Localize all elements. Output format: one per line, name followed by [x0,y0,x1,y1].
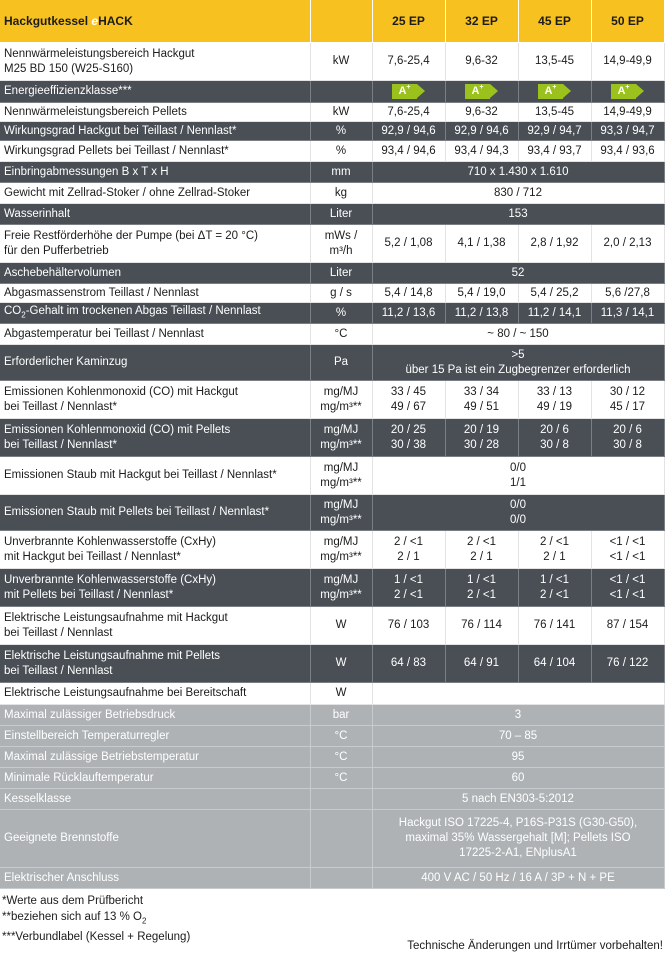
cell-value: 14,9-49,9 [591,43,664,81]
cell-value: 76 / 122 [591,645,664,683]
cell-value: 11,2 / 14,1 [518,303,591,324]
row-label: Abgasmassenstrom Teillast / Nennlast [0,284,310,303]
cell-value: 11,2 / 13,8 [445,303,518,324]
energy-class-arrow-icon: A+ [392,84,416,99]
footnotes [2,893,190,945]
footnote-2: **beziehen sich auf 13 % $O_2$ [2,911,147,926]
row-label: Erforderlicher Kaminzug [0,345,310,381]
cell-value: >5 über 15 Pa ist ein Zugbegrenzer erforderlich [372,345,664,381]
table-row [0,122,664,141]
table-row [0,225,664,263]
cell-value: 33 / 13 49 / 19 [518,381,591,419]
row-unit: bar [310,705,372,726]
row-unit: °C [310,768,372,789]
model-50ep: 50 EP [591,0,664,43]
cell-value: 9,6-32 [445,103,518,122]
cell-value: 1 / <1 2 / <1 [518,569,591,607]
cell-value: 11,2 / 13,6 [372,303,445,324]
footnote-3: ***Verbundlabel (Kessel + Regelung) [2,931,191,944]
cell-value: 76 / 114 [445,607,518,645]
brand-title: Hackgutkessel eHACK [0,0,310,43]
table-header [0,0,664,43]
table-row [0,768,664,789]
energy-class-cell [591,81,664,103]
cell-value: 14,9-49,9 [591,103,664,122]
cell-value: 5,2 / 1,08 [372,225,445,263]
row-unit: °C [310,324,372,345]
row-unit: °C [310,747,372,768]
cell-value: 0/0 0/0 [372,495,664,531]
cell-value: 3 [372,705,664,726]
table-row [0,141,664,162]
cell-value: 7,6-25,4 [372,43,445,81]
cell-value: 400 V AC / 50 Hz / 16 A / 3P + N + PE [372,868,664,889]
energy-class-cell [372,81,445,103]
row-label: Wasserinhalt [0,204,310,225]
cell-value: 76 / 141 [518,607,591,645]
cell-value: 1 / <1 2 / <1 [445,569,518,607]
cell-value: 64 / 83 [372,645,445,683]
table-row [0,569,664,607]
row-unit: W [310,645,372,683]
table-row [0,419,664,457]
row-unit [310,81,372,103]
row-label: Maximal zulässige Betriebstemperatur [0,747,310,768]
row-unit [310,810,372,868]
cell-value: 2 / <1 2 / 1 [372,531,445,569]
cell-value: 5 nach EN303-5:2012 [372,789,664,810]
row-label: Elektrische Leistungsaufnahme mit Hackgut bei Teillast / Nennlast [0,607,310,645]
cell-value: 710 x 1.430 x 1.610 [372,162,664,183]
row-unit: °C [310,726,372,747]
row-label: Minimale Rücklauftemperatur [0,768,310,789]
row-label: Elektrische Leistungsaufnahme bei Bereitschaft [0,683,310,705]
cell-value: 153 [372,204,664,225]
table-row [0,789,664,810]
energy-class-arrow-icon: A+ [465,84,489,99]
cell-value [372,683,664,705]
table-row [0,495,664,531]
row-unit [310,789,372,810]
table-row [0,284,664,303]
table-row [0,43,664,81]
table-row [0,868,664,889]
row-label: $CO_2$-Gehalt im trockenen Abgas Teillast / Nennlast [0,303,310,324]
row-label: Wirkungsgrad Hackgut bei Teillast / Nennlast* [0,122,310,141]
cell-value: 7,6-25,4 [372,103,445,122]
cell-value: 11,3 / 14,1 [591,303,664,324]
row-unit: W [310,607,372,645]
energy-class-arrow-icon: A+ [611,84,635,99]
row-unit: mg/MJ mg/m³** [310,381,372,419]
row-label: Emissionen Kohlenmonoxid (CO) mit Pellets bei Teillast / Nennlast* [0,419,310,457]
row-unit: W [310,683,372,705]
row-label: Emissionen Staub mit Pellets bei Teillast / Nennlast* [0,495,310,531]
cell-value: 9,6-32 [445,43,518,81]
cell-value: 92,9 / 94,6 [445,122,518,141]
cell-value: 52 [372,263,664,284]
table-row [0,683,664,705]
row-unit: % [310,141,372,162]
table-row [0,81,664,103]
row-unit: Liter [310,204,372,225]
row-unit: mg/MJ mg/m³** [310,457,372,495]
cell-value: 92,9 / 94,7 [518,122,591,141]
row-label: Kesselklasse [0,789,310,810]
cell-value: <1 / <1 <1 / <1 [591,569,664,607]
cell-value: 87 / 154 [591,607,664,645]
cell-value: 5,4 / 19,0 [445,284,518,303]
cell-value: 93,3 / 94,7 [591,122,664,141]
cell-value: ~ 80 / ~ 150 [372,324,664,345]
row-unit: Pa [310,345,372,381]
table-row [0,705,664,726]
cell-value: 64 / 91 [445,645,518,683]
table-row [0,381,664,419]
cell-value: 33 / 45 49 / 67 [372,381,445,419]
row-unit: mg/MJ mg/m³** [310,419,372,457]
row-label: Geeignete Brennstoffe [0,810,310,868]
cell-value: 30 / 12 45 / 17 [591,381,664,419]
row-label: Energieeffizienzklasse*** [0,81,310,103]
table-row [0,747,664,768]
table-row [0,457,664,495]
table-row [0,162,664,183]
cell-value: 95 [372,747,664,768]
row-unit: Liter [310,263,372,284]
table-row [0,345,664,381]
row-unit: % [310,303,372,324]
row-label: Nennwärmeleistungsbereich Hackgut M25 BD 150 (W25-S160) [0,43,310,81]
cell-value: 13,5-45 [518,103,591,122]
row-label: Elektrischer Anschluss [0,868,310,889]
cell-value: 2 / <1 2 / 1 [518,531,591,569]
row-label: Aschebehältervolumen [0,263,310,284]
table-row [0,324,664,345]
row-label: Einstellbereich Temperaturregler [0,726,310,747]
row-unit: g / s [310,284,372,303]
energy-class-cell [518,81,591,103]
cell-value: 93,4 / 94,6 [372,141,445,162]
cell-value: <1 / <1 <1 / <1 [591,531,664,569]
unit-header [310,0,372,43]
energy-class-cell [445,81,518,103]
table-row [0,607,664,645]
row-label: Maximal zulässiger Betriebsdruck [0,705,310,726]
model-32ep: 32 EP [445,0,518,43]
row-label: Emissionen Kohlenmonoxid (CO) mit Hackgut bei Teillast / Nennlast* [0,381,310,419]
table-row [0,303,664,324]
cell-value: 830 / 712 [372,183,664,204]
energy-class-arrow-icon: A+ [538,84,562,99]
cell-value: 93,4 / 93,7 [518,141,591,162]
cell-value: 1 / <1 2 / <1 [372,569,445,607]
footnote-1: *Werte aus dem Prüfbericht [2,895,144,907]
row-label: Gewicht mit Zellrad-Stoker / ohne Zellrad-Stoker [0,183,310,204]
cell-value: 93,4 / 93,6 [591,141,664,162]
cell-value: 70 – 85 [372,726,664,747]
model-25ep: 25 EP [372,0,445,43]
table-row [0,810,664,868]
row-label: Nennwärmeleistungsbereich Pellets [0,103,310,122]
cell-value: 60 [372,768,664,789]
cell-value: 5,4 / 14,8 [372,284,445,303]
table-row [0,726,664,747]
cell-value: 76 / 103 [372,607,445,645]
row-unit: % [310,122,372,141]
cell-value: 2,0 / 2,13 [591,225,664,263]
row-unit: mg/MJ mg/m³** [310,569,372,607]
disclaimer: Technische Änderungen und Irrtümer vorbehalten! [407,940,663,952]
row-label: Unverbrannte Kohlenwasserstoffe (CxHy) mit Hackgut bei Teillast / Nennlast* [0,531,310,569]
model-45ep: 45 EP [518,0,591,43]
row-unit: kg [310,183,372,204]
row-unit: kW [310,103,372,122]
row-label: Einbringabmessungen B x T x H [0,162,310,183]
cell-value: 20 / 6 30 / 8 [518,419,591,457]
cell-value: 5,4 / 25,2 [518,284,591,303]
row-unit [310,868,372,889]
table-row [0,531,664,569]
table-row [0,645,664,683]
row-label: Abgastemperatur bei Teillast / Nennlast [0,324,310,345]
table-row [0,263,664,284]
row-label: Emissionen Staub mit Hackgut bei Teillast / Nennlast* [0,457,310,495]
cell-value: 2 / <1 2 / 1 [445,531,518,569]
table-row [0,204,664,225]
row-label: Freie Restförderhöhe der Pumpe (bei ΔT = 20 °C) für den Pufferbetrieb [0,225,310,263]
cell-value: Hackgut ISO 17225-4, P16S-P31S (G30-G50), maximal 35% Wassergehalt [M]; Pellets ISO 17225-2-A1, ENplusA1 [372,810,664,868]
table-row [0,183,664,204]
cell-value: 20 / 19 30 / 28 [445,419,518,457]
cell-value: 2,8 / 1,92 [518,225,591,263]
row-unit: mm [310,162,372,183]
cell-value: 0/0 1/1 [372,457,664,495]
row-unit: mWs / m³/h [310,225,372,263]
cell-value: 13,5-45 [518,43,591,81]
row-unit: mg/MJ mg/m³** [310,531,372,569]
cell-value: 4,1 / 1,38 [445,225,518,263]
cell-value: 20 / 25 30 / 38 [372,419,445,457]
row-label: Unverbrannte Kohlenwasserstoffe (CxHy) mit Pellets bei Teillast / Nennlast* [0,569,310,607]
table-row [0,103,664,122]
row-unit: kW [310,43,372,81]
cell-value: 5,6 /27,8 [591,284,664,303]
cell-value: 93,4 / 94,3 [445,141,518,162]
cell-value: 92,9 / 94,6 [372,122,445,141]
cell-value: 64 / 104 [518,645,591,683]
row-label: Wirkungsgrad Pellets bei Teillast / Nennlast* [0,141,310,162]
cell-value: 33 / 34 49 / 51 [445,381,518,419]
row-unit: mg/MJ mg/m³** [310,495,372,531]
row-label: Elektrische Leistungsaufnahme mit Pellets bei Teillast / Nennlast [0,645,310,683]
cell-value: 20 / 6 30 / 8 [591,419,664,457]
